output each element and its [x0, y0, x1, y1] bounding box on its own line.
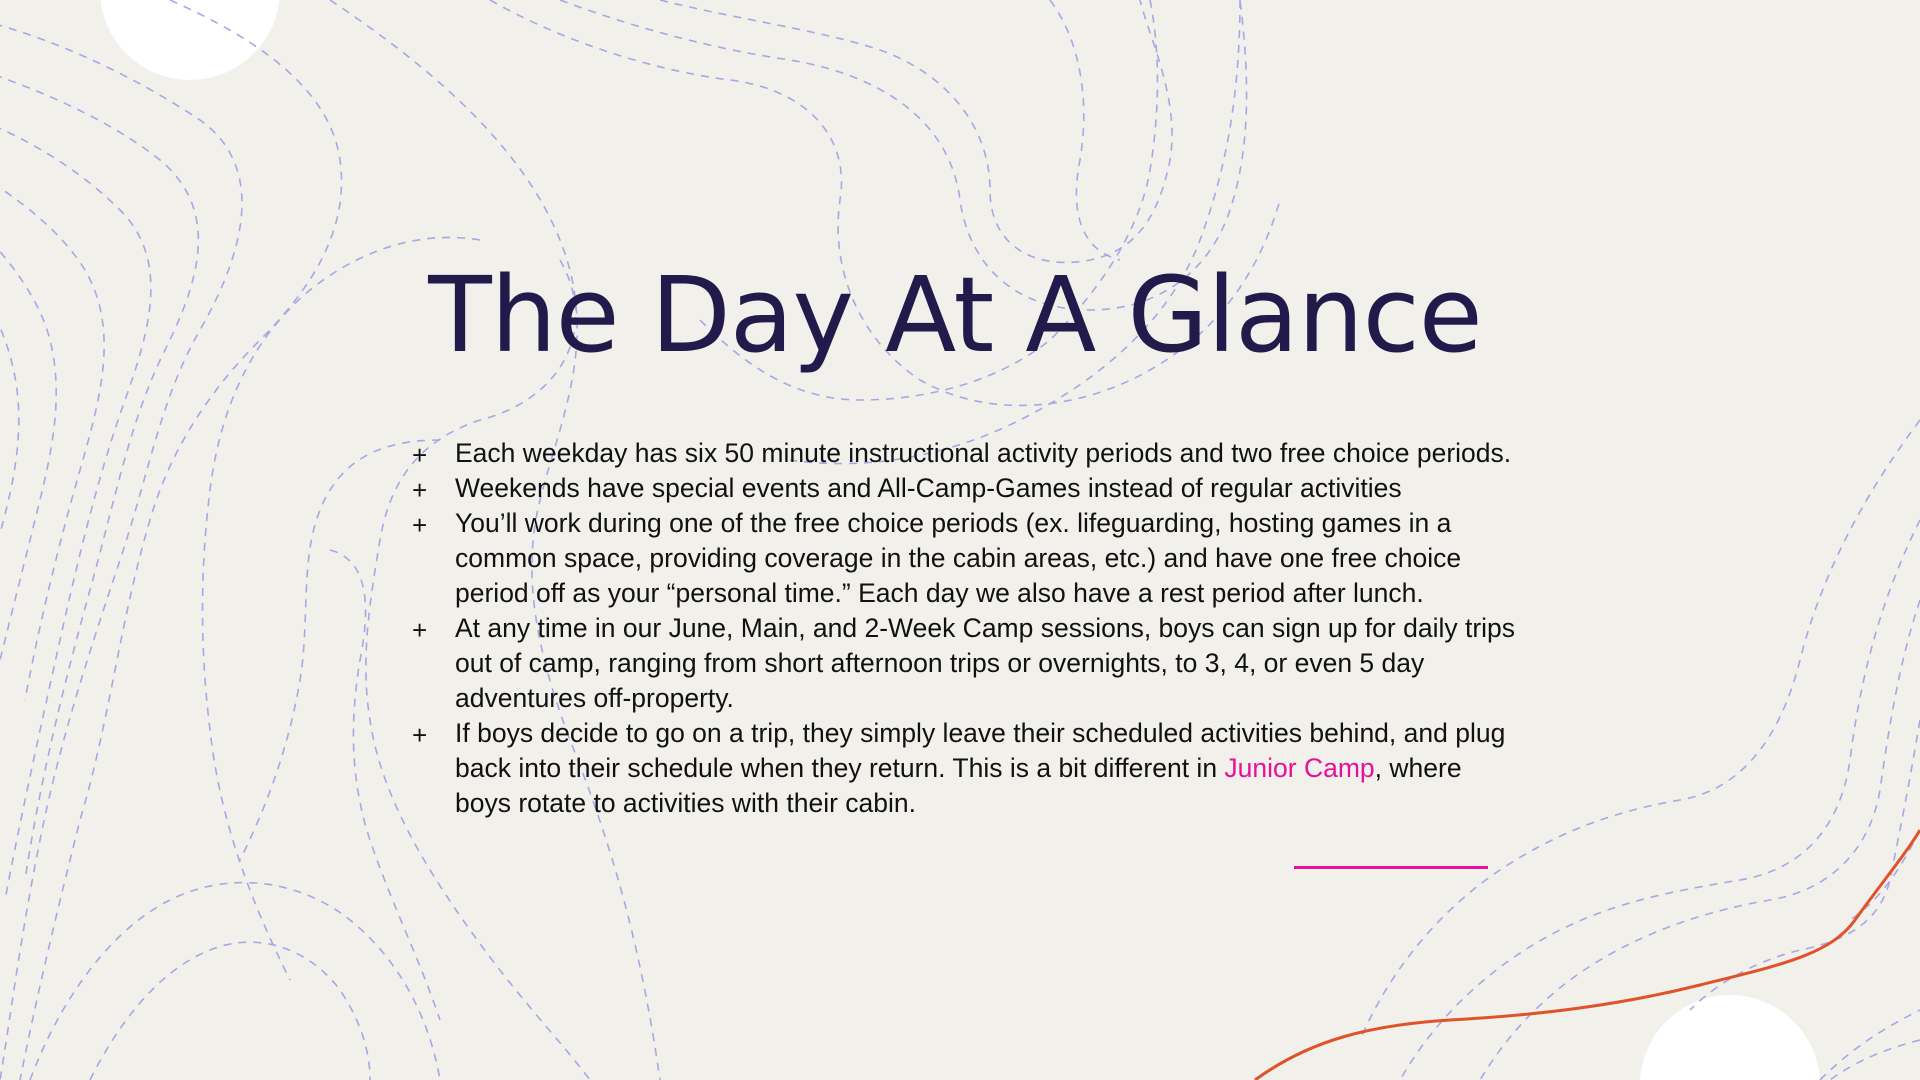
bullet-item — [412, 436, 1522, 471]
plus-icon: + — [412, 510, 428, 540]
plus-icon: + — [412, 720, 428, 750]
junior-camp-link[interactable]: Junior Camp — [1224, 753, 1375, 783]
accent-rule — [1294, 866, 1488, 869]
bullet-list — [412, 436, 1522, 821]
plus-icon: + — [412, 440, 428, 470]
plus-icon: + — [412, 475, 428, 505]
bullet-text: Weekends have special events and All-Camp-Games instead of regular activities — [455, 473, 1402, 503]
slide-title: The Day At A Glance — [428, 254, 1482, 376]
decorative-circle-bottom-right — [1640, 995, 1820, 1080]
bullet-item — [412, 716, 1522, 821]
bullet-text-before-link: If boys decide to go on a trip, they simply leave their scheduled activities behind, and plug back into their schedule when they return. This is a bit different in — [455, 718, 1506, 783]
bullet-text: At any time in our June, Main, and 2-Week Camp sessions, boys can sign up for daily trips out of camp, ranging from short afternoon trips or overnights, to 3, 4, or even 5 day adventures off-property. — [455, 613, 1516, 713]
bullet-item — [412, 506, 1522, 611]
bullet-text-after-link: , where boys rotate to activities with their cabin. — [455, 753, 1462, 818]
plus-icon: + — [412, 615, 428, 645]
decorative-circle-top-left — [100, 0, 280, 80]
bullet-text: You’ll work during one of the free choice periods (ex. lifeguarding, hosting games in a common space, providing coverage in the cabin areas, etc.) and have one free choice period off as your “personal time.” Each day we also have a rest period after lunch. — [455, 508, 1462, 608]
bullet-item — [412, 471, 1522, 506]
bullet-text: Each weekday has six 50 minute instructional activity periods and two free choice periods. — [455, 438, 1512, 468]
bullet-item — [412, 611, 1522, 716]
